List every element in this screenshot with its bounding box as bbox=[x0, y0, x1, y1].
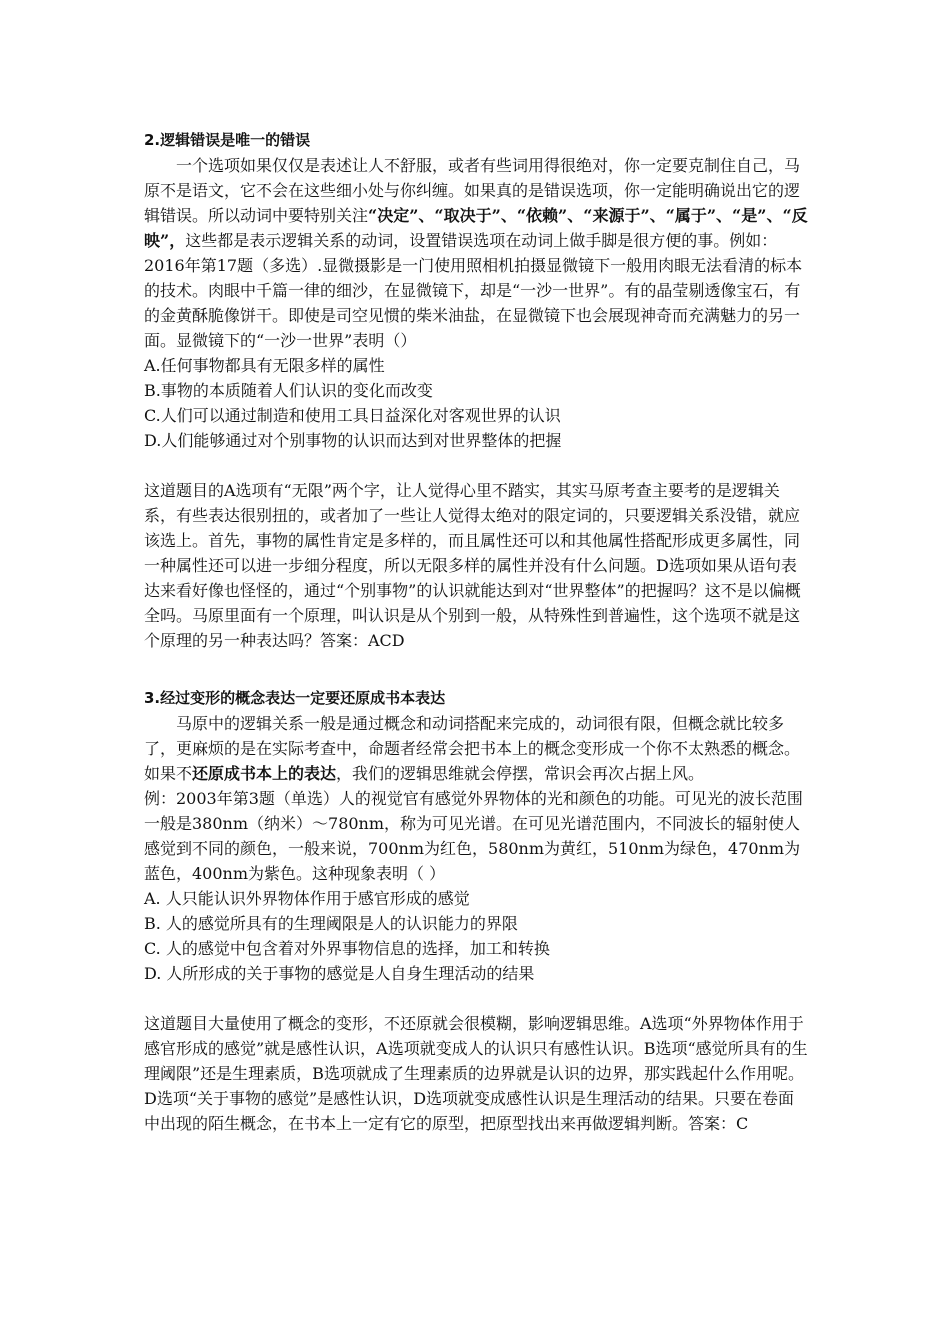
section-3-intro-bold: 还原成书本上的表达 bbox=[192, 764, 337, 783]
section-2-intro-text-b: 这些都是表示逻辑关系的动词，设置错误选项在动词上做手脚是很方便的事。例如： bbox=[185, 231, 778, 250]
section-2-option-b: B.事物的本质随着人们认识的变化而改变 bbox=[144, 381, 433, 400]
section-3-heading: 3.经过变形的概念表达一定要还原成书本表达 bbox=[144, 689, 446, 707]
section-2-option-d: D.人们能够通过对个别事物的认识而达到对世界整体的把握 bbox=[144, 431, 562, 450]
section-2-intro bbox=[144, 153, 809, 253]
section-3-option-c: C. 人的感觉中包含着对外界事物信息的选择，加工和转换 bbox=[144, 939, 550, 958]
section-3-option-a: A. 人只能认识外界物体作用于感官形成的感觉 bbox=[144, 889, 470, 908]
section-3-intro bbox=[144, 711, 809, 786]
spacer bbox=[144, 653, 809, 678]
spacer bbox=[144, 453, 809, 478]
section-2-option-a: A.任何事物都具有无限多样的属性 bbox=[144, 356, 385, 375]
section-3-intro-text-b: ，我们的逻辑思维就会停摆，常识会再次占据上风。 bbox=[336, 764, 705, 783]
section-2-intro-bold: “决定”、“取决于”、“依赖”、“来源于”、“属于”、“是”、“反映”， bbox=[144, 206, 808, 250]
document-page bbox=[144, 120, 809, 1136]
spacer bbox=[144, 986, 809, 1011]
section-2-intro-text-a: 一个选项如果仅仅是表述让人不舒服，或者有些词用得很绝对，你一定要克制住自己，马原不是语文，它不会在这些细小处与你纠缠。如果真的是错误选项，你一定能明确说出它的逻辑错误。所以动词中要特别关注 bbox=[144, 156, 801, 225]
section-2-question: 2016年第17题（多选）.显微摄影是一门使用照相机拍摄显微镜下一般用肉眼无法看清的标本的技术。肉眼中千篇一律的细沙，在显微镜下，却是“一沙一世界”。有的晶莹剔透像宝石，有的金黄酥脆像饼干。即使是司空见惯的柴米油盐，在显微镜下也会展现神奇而充满魅力的另一面。显微镜下的“一沙一世界”表明（） bbox=[144, 256, 803, 350]
section-3-intro-text-a: 马原中的逻辑关系一般是通过概念和动词搭配来完成的，动词很有限，但概念就比较多了，更麻烦的是在实际考查中，命题者经常会把书本上的概念变形成一个你不太熟悉的概念。如果不 bbox=[144, 714, 801, 783]
section-3-option-d: D. 人所形成的关于事物的感觉是人自身生理活动的结果 bbox=[144, 964, 535, 983]
section-3-analysis: 这道题目大量使用了概念的变形，不还原就会很模糊，影响逻辑思维。A选项“外界物体作用于感官形成的感觉”就是感性认识，A选项就变成人的认识只有感性认识。B选项“感觉所具有的生理阈限”还是生理素质，B选项就成了生理素质的边界就是认识的边界，那实践起什么作用呢。D选项“关于事物的感觉”是感性认识，D选项就变成感性认识是生理活动的结果。只要在卷面中出现的陌生概念，在书本上一定有它的原型，把原型找出来再做逻辑判断。答案：C bbox=[144, 1014, 808, 1133]
section-2-analysis: 这道题目的A选项有“无限”两个字，让人觉得心里不踏实，其实马原考查主要考的是逻辑关系，有些表达很别扭的，或者加了一些让人觉得太绝对的限定词的，只要逻辑关系没错，就应该选上。首先，事物的属性肯定是多样的，而且属性还可以和其他属性搭配形成更多属性，同一种属性还可以进一步细分程度，所以无限多样的属性并没有什么问题。D选项如果从语句表达来看好像也怪怪的，通过“个别事物”的认识就能达到对“世界整体”的把握吗？这不是以偏概全吗。马原里面有一个原理，叫认识是从个别到一般，从特殊性到普遍性，这个选项不就是这个原理的另一种表达吗？答案：ACD bbox=[144, 481, 801, 650]
section-3-option-b: B. 人的感觉所具有的生理阈限是人的认识能力的界限 bbox=[144, 914, 518, 933]
section-3-question: 例：2003年第3题（单选）人的视觉官有感觉外界物体的光和颜色的功能。可见光的波长范围一般是380nm（纳米）～780nm，称为可见光谱。在可见光谱范围内，不同波长的辐射使人感觉到不同的颜色，一般来说，700nm为红色，580nm为黄红，510nm为绿色，470nm为蓝色，400nm为紫色。这种现象表明（ ） bbox=[144, 789, 803, 883]
section-2-heading: 2.逻辑错误是唯一的错误 bbox=[144, 131, 311, 149]
section-2-option-c: C.人们可以通过制造和使用工具日益深化对客观世界的认识 bbox=[144, 406, 561, 425]
